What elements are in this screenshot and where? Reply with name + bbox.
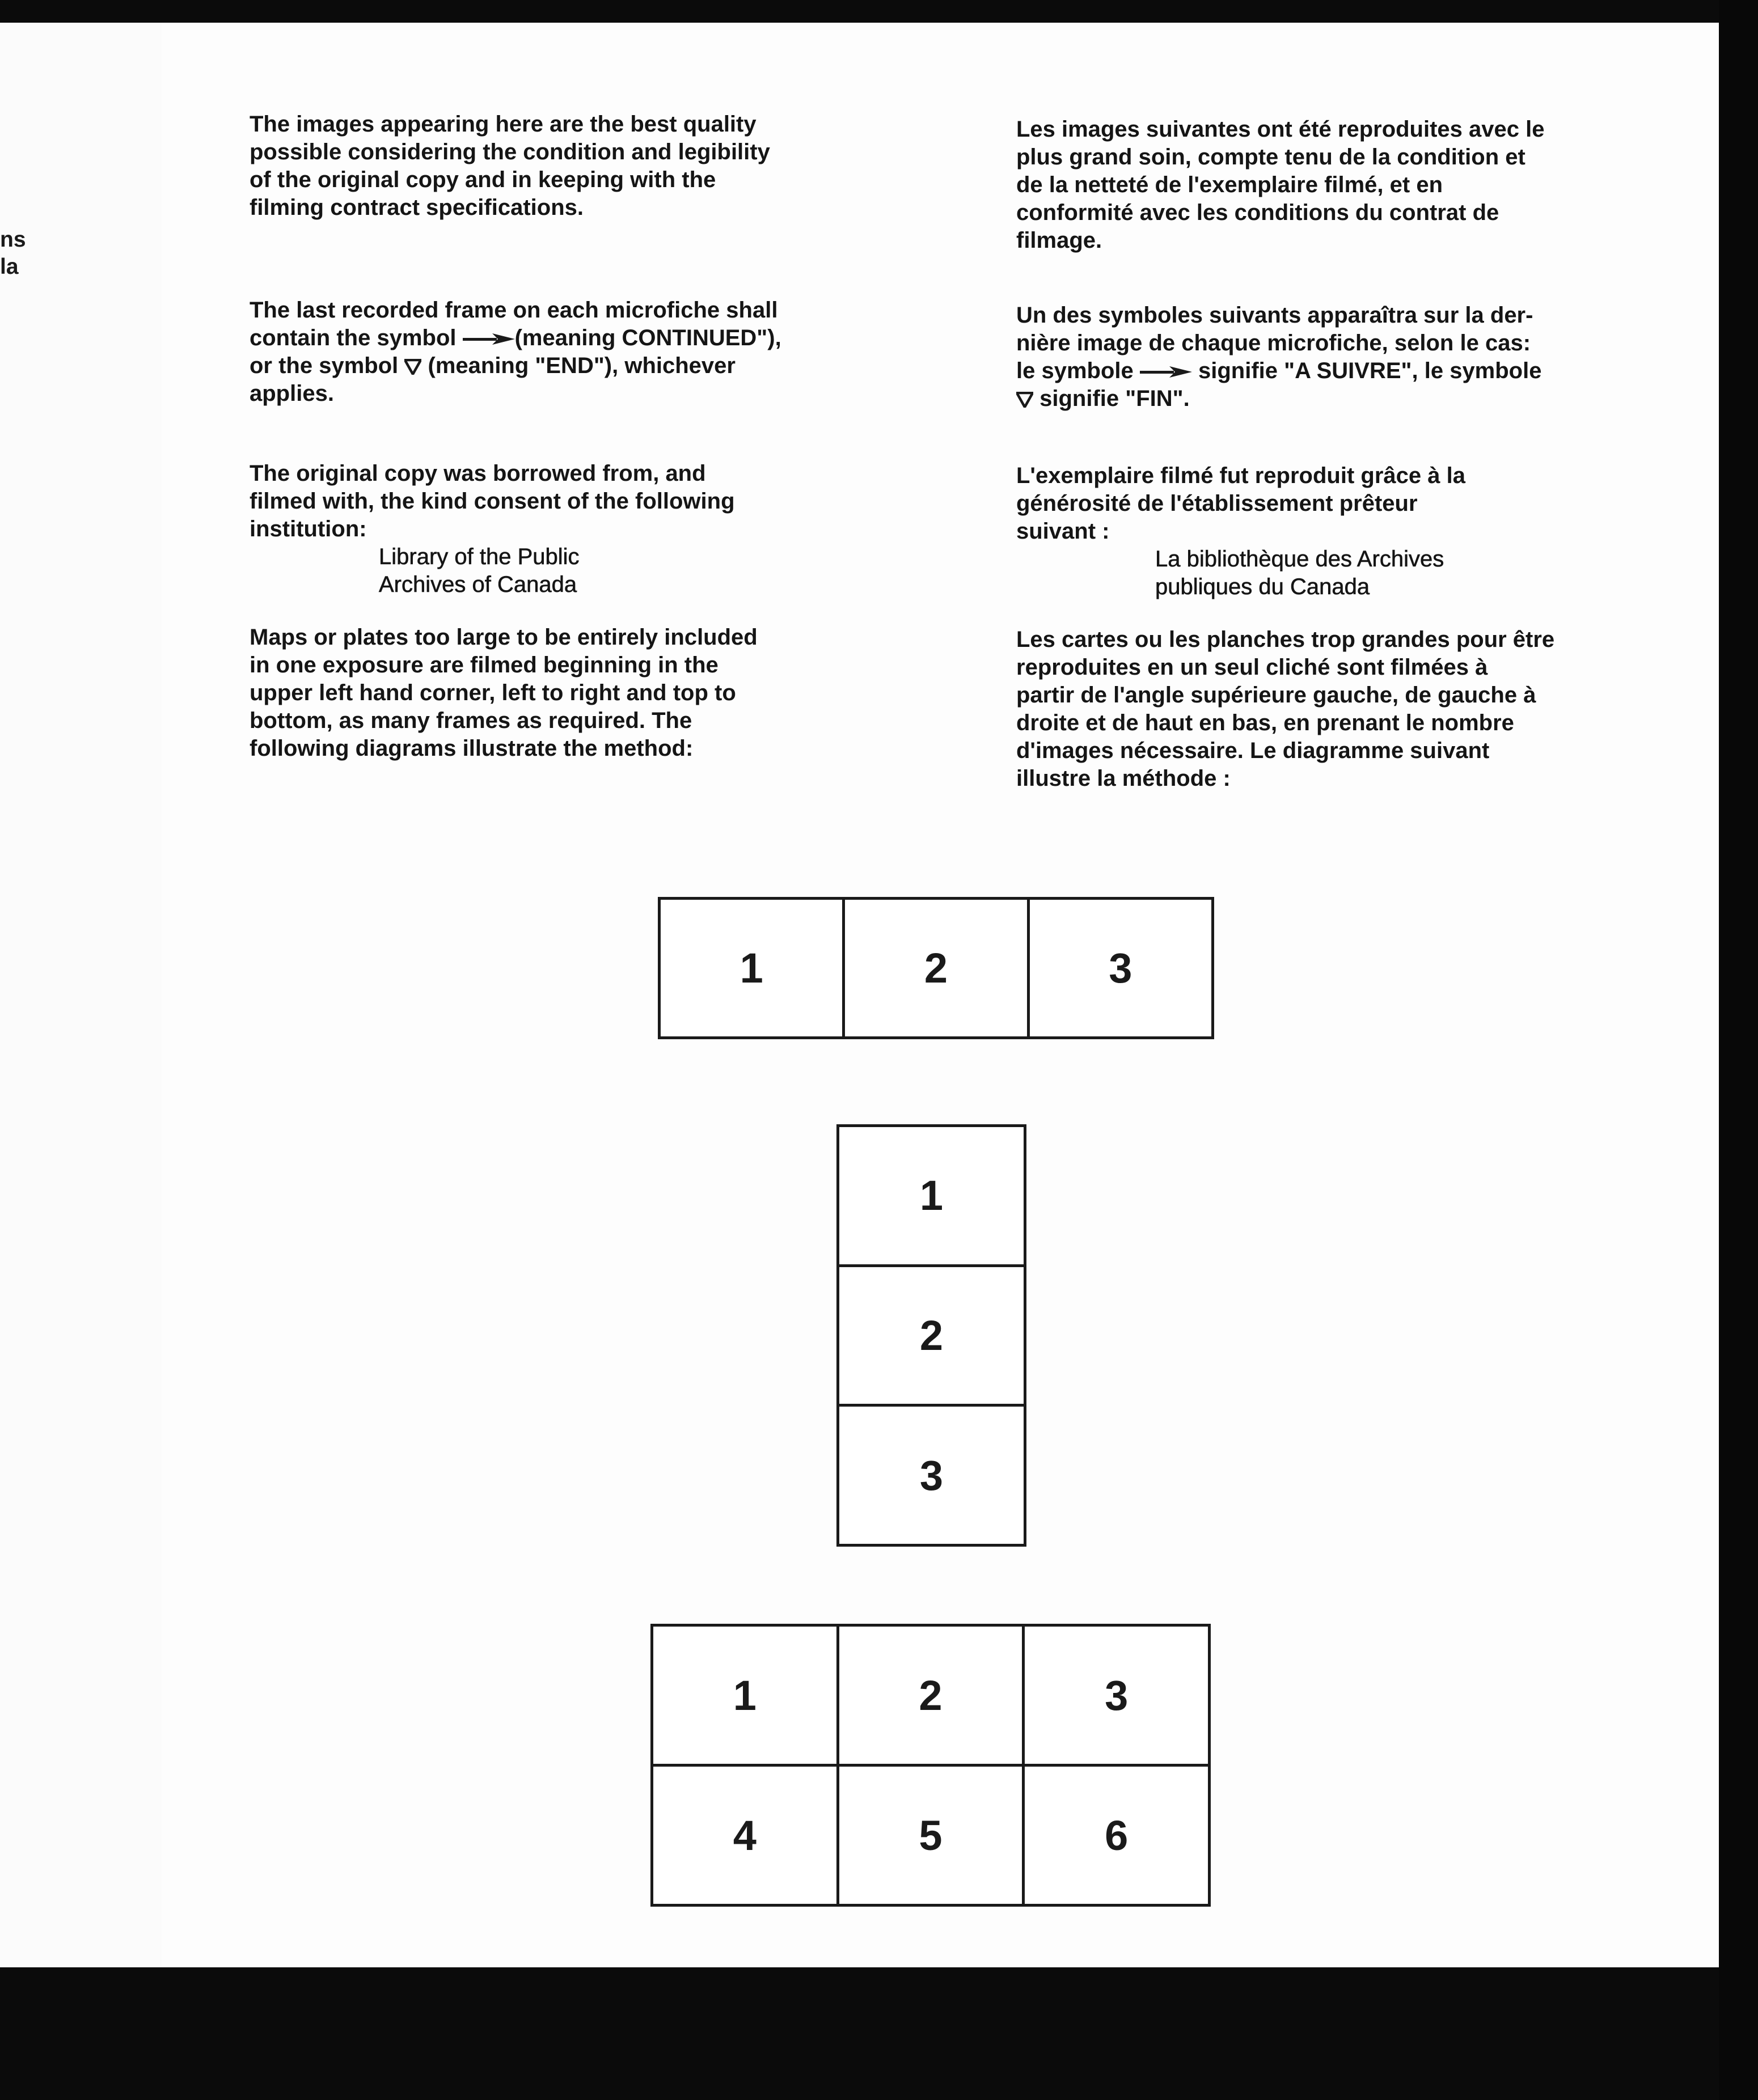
a-suivre-arrow-icon [1140,366,1192,378]
diagram-grid-of-six [650,1624,1211,1907]
french-column [1016,116,1657,793]
film-edge [1719,0,1758,2100]
english-column [250,111,873,763]
end-triangle-icon [404,359,421,375]
diagram-row-cell: 3 [1030,900,1214,1039]
fin-triangle-icon [1016,392,1033,408]
diagram-grid-cell: 4 [653,1767,839,1907]
english-quality-paragraph: The images appearing here are the best quality possible considering the condition and legibility of the original copy and in keeping with the filming contract specifications. [250,112,770,220]
diagram-grid-cell: 2 [839,1627,1025,1767]
diagram-column-of-three [836,1124,1026,1547]
diagram-column-cell: 3 [839,1407,1026,1547]
continued-arrow-icon [463,333,515,345]
english-maps-paragraph: Maps or plates too large to be entirely included in one exposure are filmed beginning in the upper left hand corner, left to right and top to bottom, as many frames as required. The following diagrams illustrate the method: [250,625,758,761]
diagram-row-of-three [658,897,1214,1039]
english-symbol-paragraph: The last recorded frame on each microfiche shall contain the symbol (meaning CONTINUED"), or the symbol (meaning "END"), whichever applies. [250,298,781,406]
french-symbol-paragraph: Un des symboles suivants apparaîtra sur la der- nière image de chaque microfiche, selon le cas: le symbole signifie "A SUIVRE", le symbole signifie "FIN". [1016,303,1542,411]
french-quality-paragraph: Les images suivantes ont été reproduites avec le plus grand soin, compte tenu de la condition et de la netteté de l'exemplaire filmé, et en conformité avec les conditions du contrat de filmage. [1016,117,1545,253]
diagram-grid-cell: 3 [1025,1627,1211,1767]
french-institution: La bibliothèque des Archives publiques du Canada [1155,547,1444,599]
english-source-paragraph: The original copy was borrowed from, and filmed with, the kind consent of the following institution: [250,461,735,541]
french-maps-paragraph: Les cartes ou les planches trop grandes pour être reproduites en un seul cliché sont filmées à partir de l'angle supérieure gauche, de gauche à droite et de haut en bas, en prenant le nombre d'images nécessaire. Le diagramme suivant illustre la méthode : [1016,627,1555,791]
previous-page-strip [0,23,162,1967]
left-fragment-2: la [0,255,19,279]
left-fragment-1: ns [0,227,26,252]
diagram-grid-cell: 1 [653,1627,839,1767]
diagram-row-cell: 1 [661,900,845,1039]
english-institution: Library of the Public Archives of Canada [379,544,580,597]
diagram-grid-cell: 5 [839,1767,1025,1907]
diagram-row-cell: 2 [845,900,1029,1039]
diagram-column-cell: 2 [839,1267,1026,1407]
diagram-grid-cell: 6 [1025,1767,1211,1907]
french-source-paragraph: L'exemplaire filmé fut reproduit grâce à la générosité de l'établissement prêteur suivant : [1016,463,1465,544]
diagram-column-cell: 1 [839,1127,1026,1267]
